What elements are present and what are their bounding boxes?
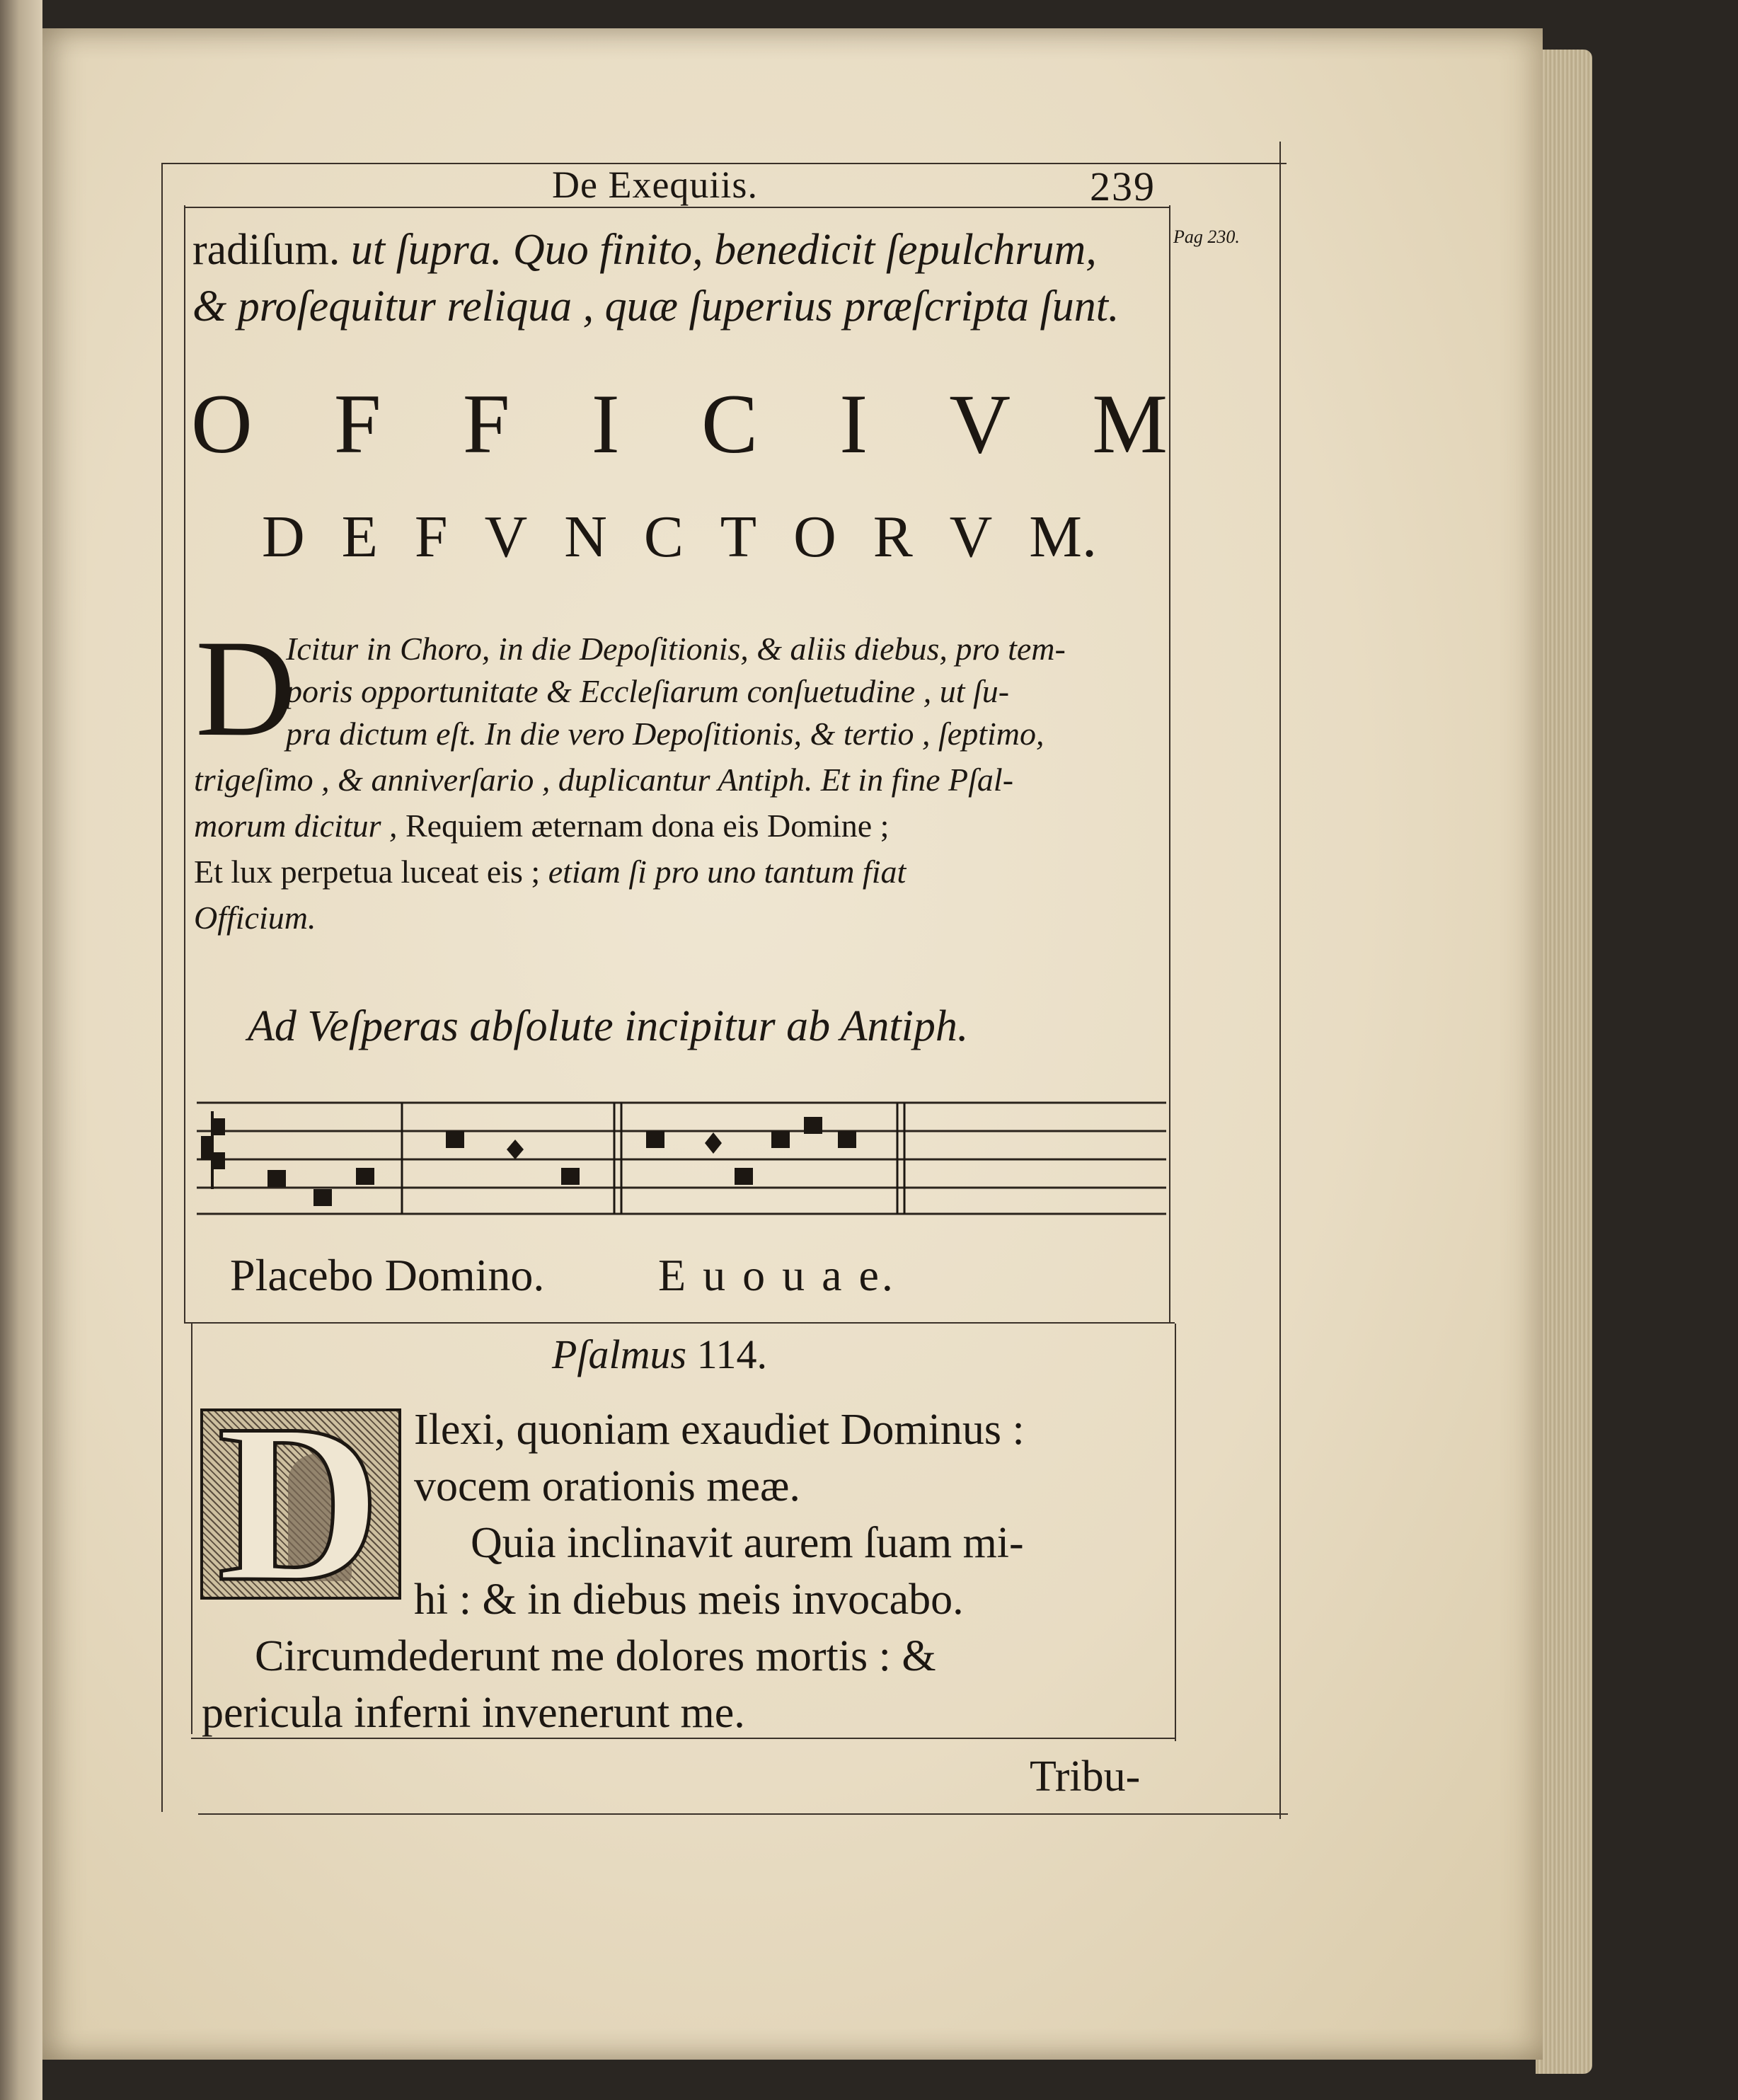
rubric-line-6-italic: etiam ſi pro uno tantum fiat [548,854,907,890]
rubric-line-4: trigeſimo , & anniverſario , duplicantur Antiph. Et in fine Pſal- [194,762,1014,798]
chant-euouae: E u o u a e. [658,1250,896,1300]
title-letter: N [564,504,607,570]
title-letter: V [484,504,528,570]
header-rule [184,207,1169,208]
running-title: De Exequiis. [552,163,758,206]
title-letter: M [1092,377,1168,471]
psalm-line-1: Ilexi, quoniam exaudiet Dominus : [414,1406,1025,1454]
rubric-line-3: pra dictum eſt. In die vero Depoſitionis, & tertio , ſeptimo, [286,716,1044,752]
title-letter: E [341,504,378,570]
historiated-initial [200,1378,401,1629]
page-block-edge [1536,50,1592,2074]
title-letter: R [873,504,913,570]
title-letter: I [591,377,620,471]
psalm-heading-word: Pſalmus [552,1331,687,1377]
title-letter: O [793,504,836,570]
vespers-rubric: Ad Veſperas abſolute incipitur ab Antiph. [248,1002,969,1050]
rubric-line-7: Officium. [194,900,316,936]
rubric-line-6 [194,853,906,890]
psalm-line-3: Quia inclinavit aurem ſuam mi- [471,1519,1024,1567]
title-letter: F [462,377,510,471]
psalm-line-2: vocem orationis meæ. [414,1462,800,1510]
intro-line-1-italic: ut ſupra. Quo finito, benedicit ſepulchrum, [350,226,1097,274]
page-number: 239 [1090,163,1156,210]
title-letter: F [333,377,381,471]
rubric-line-1: Icitur in Choro, in die Depoſitionis, & aliis diebus, pro tem- [286,631,1066,667]
chant-box-rule [184,1322,1175,1324]
title-letter: C [701,377,758,471]
outer-left-rule [161,163,163,1812]
margin-note: Pag 230. [1173,226,1240,247]
office-title-line-1 [191,375,1168,473]
catchword: Tribu- [1030,1752,1141,1801]
office-title-line-2 [262,503,1097,571]
rubric-line-5-italic: morum dicitur , [194,808,398,844]
title-letter: I [839,377,868,471]
title-letter: O [191,377,253,471]
psalm-number: 114. [696,1331,767,1377]
facing-page-edge [0,0,42,2100]
psalm-heading [552,1331,767,1378]
psalm-left-rule [191,1324,192,1734]
inner-right-rule [1169,205,1170,1324]
bottom-rule [198,1813,1288,1815]
intro-line-1 [192,225,1097,275]
psalm-line-4: hi : & in diebus meis invocabo. [414,1576,964,1624]
psalm-right-rule [1175,1324,1176,1741]
title-letter: F [414,504,448,570]
intro-line-2: & proſequitur reliqua , quæ ſuperius præſcripta ſunt. [192,282,1120,331]
psalm-line-5: Circumdederunt me dolores mortis : & [255,1632,936,1680]
psalm-line-6: pericula inferni invenerunt me. [202,1689,745,1737]
chant-staff [197,1097,1166,1221]
rubric-line-5-roman: Requiem æternam dona eis Domine ; [405,808,890,844]
title-letter: M. [1029,504,1097,570]
outer-right-rule [1279,142,1281,1819]
intro-word-roman: radiſum. [192,226,340,274]
rubric-line-6-roman: Et lux perpetua luceat eis ; [194,854,541,890]
psalm-dropcap-letter: D [217,1378,381,1629]
chant-text: Placebo Domino. [230,1250,545,1300]
rubric-line-2: poris opportunitate & Eccleſiarum conſuetudine , ut ſu- [286,673,1010,709]
title-letter: T [720,504,757,570]
title-letter: V [949,504,993,570]
rubric-dropcap: D [195,612,296,765]
inner-left-rule [184,205,185,1324]
title-letter: D [262,504,305,570]
title-letter: C [643,504,684,570]
title-letter: V [949,377,1011,471]
rubric-line-5 [194,807,889,844]
